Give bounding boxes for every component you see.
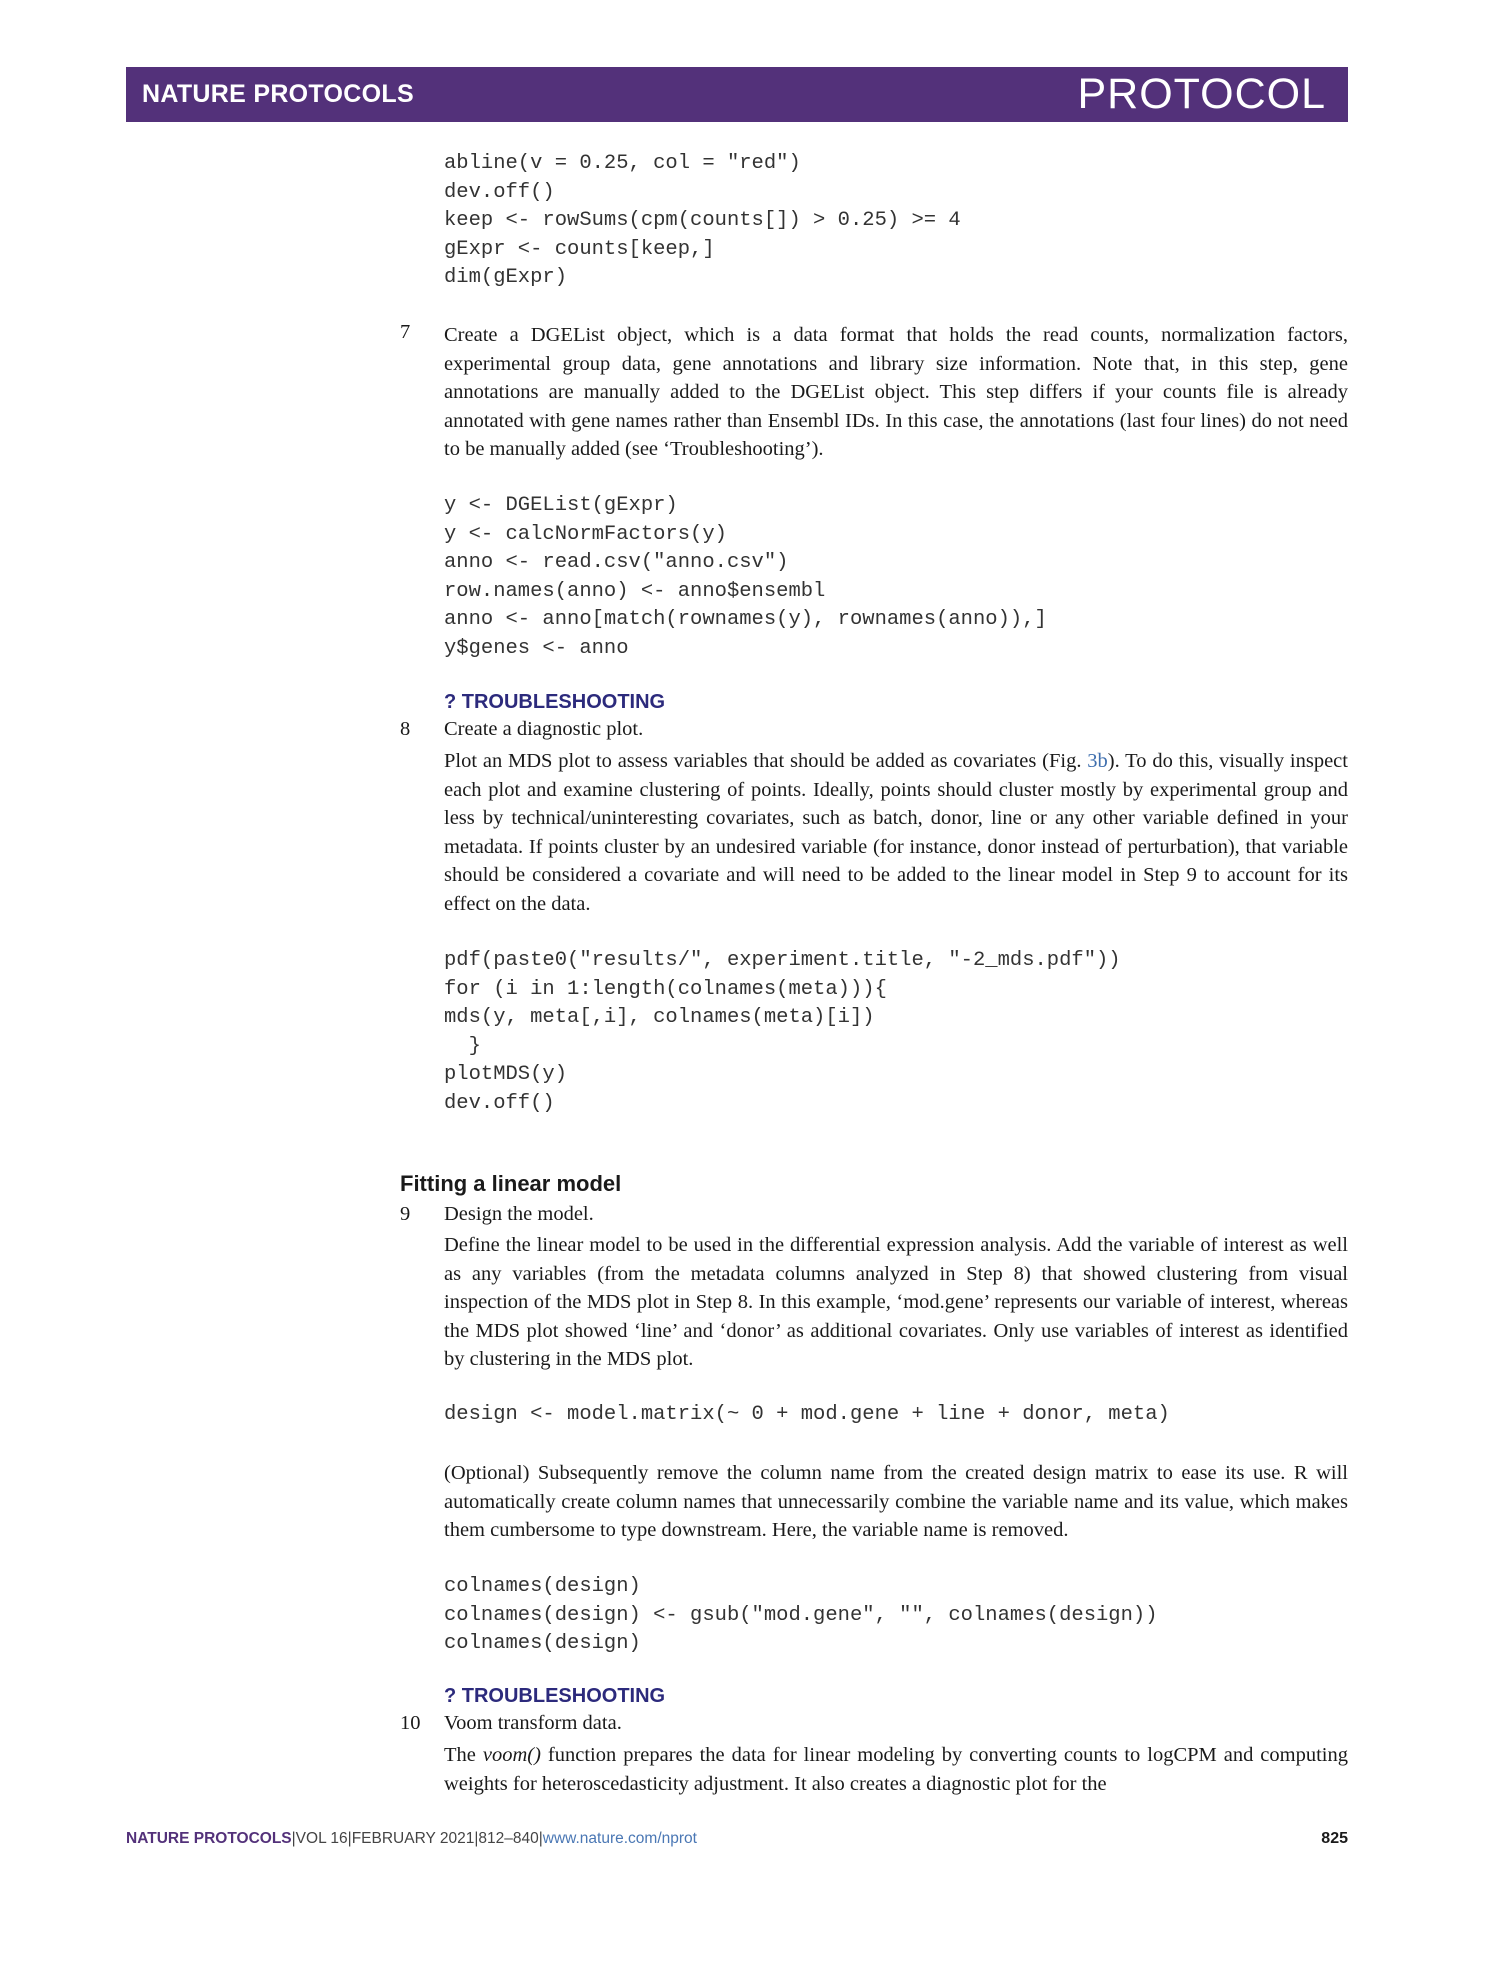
code-block-3: [444, 947, 1121, 1119]
article-type: PROTOCOL: [1077, 70, 1326, 118]
step-9-title: Design the model.: [444, 1203, 594, 1225]
code-line: pdf(paste0("results/", experiment.title, "-2_mds.pdf")): [444, 949, 1121, 972]
code-line: colnames(design): [444, 1632, 641, 1656]
step-number-8: 8: [400, 718, 411, 740]
troubleshooting-label[interactable]: ? TROUBLESHOOTING: [444, 691, 666, 713]
code-line: mds(y, meta[,i], colnames(meta)[i]): [444, 1006, 875, 1030]
code-block-2: [444, 492, 1047, 664]
footer-pages: 812–840: [478, 1830, 539, 1847]
figure-reference-link[interactable]: 3b: [1087, 750, 1108, 772]
code-line: y$genes <- anno: [444, 636, 629, 660]
step-9-text: Define the linear model to be used in the differential expression analysis. Add the variable of interest as well as any variables (from the metadata columns analyzed in Step 8) that showed clustering from visual inspection of the MDS plot in Step 8. In this example, ‘mod.gene’ represents our variable of interest, whereas the MDS plot showed ‘line’ and ‘donor’ as additional covariates. Only use variables of interest as identified by clustering in the MDS plot.: [444, 1234, 1348, 1370]
footer-date: FEBRUARY 2021: [351, 1830, 475, 1847]
section-heading: Fitting a linear model: [400, 1171, 622, 1196]
code-line: colnames(design): [444, 1575, 641, 1598]
step-10-text: The voom() function prepares the data for linear modeling by converting counts to logCPM and computing weights for heteroscedasticity adjustment. It also creates a diagnostic plot for the: [444, 1744, 1348, 1795]
code-line: }: [444, 1034, 481, 1058]
troubleshooting-label[interactable]: ? TROUBLESHOOTING: [444, 1685, 666, 1707]
code-line: keep <- rowSums(cpm(counts[]) > 0.25) >= 4: [444, 209, 961, 233]
code-line: dev.off(): [444, 180, 555, 204]
code-line: row.names(anno) <- anno$ensembl: [444, 579, 826, 603]
footer-journal: NATURE PROTOCOLS: [126, 1830, 292, 1847]
footer-volume: VOL 16: [295, 1830, 348, 1847]
code-line: dev.off(): [444, 1091, 555, 1115]
step-9-optional-text: (Optional) Subsequently remove the column name from the created design matrix to ease its use. R will automatically create column names that unnecessarily combine the variable name and its value, which makes them cumbersome to type downstream. Here, the variable name is removed.: [444, 1462, 1348, 1541]
step-8-text: Plot an MDS plot to assess variables that should be added as covariates (Fig. 3b). To do this, visually inspect each plot and examine clustering of points. Ideally, points should cluster mostly by experimental group and less by technical/uninteresting covariates, such as batch, donor, line or any other variable defined in your metadata. If points cluster by an undesired variable (for instance, donor instead of perturbation), that variable should be considered a covariate and will need to be added to the linear model in Step 9 to account for its effect on the data.: [444, 750, 1348, 915]
code-line: colnames(design) <- gsub("mod.gene", "", colnames(design)): [444, 1603, 1158, 1627]
step-10-title: Voom transform data.: [444, 1712, 622, 1734]
function-name: voom(): [482, 1744, 541, 1766]
page-number: 825: [1321, 1830, 1348, 1847]
code-line: y <- calcNormFactors(y): [444, 522, 727, 546]
step-8-title: Create a diagnostic plot.: [444, 718, 644, 740]
footer-citation: NATURE PROTOCOLS|VOL 16|FEBRUARY 2021|812–840|www.nature.com/nprot: [126, 1830, 697, 1847]
code-line: anno <- read.csv("anno.csv"): [444, 551, 789, 575]
code-line: abline(v = 0.25, col = "red"): [444, 152, 801, 175]
step-number-10: 10: [400, 1712, 421, 1734]
journal-name: NATURE PROTOCOLS: [142, 80, 414, 108]
code-line: gExpr <- counts[keep,]: [444, 237, 715, 261]
code-line: design <- model.matrix(~ 0 + mod.gene + line + donor, meta): [444, 1403, 1170, 1426]
code-block-4: [444, 1401, 1170, 1430]
code-line: plotMDS(y): [444, 1063, 568, 1087]
step-number-9: 9: [400, 1203, 411, 1225]
code-block-1: [444, 150, 961, 293]
code-line: anno <- anno[match(rownames(y), rownames(anno)),]: [444, 608, 1047, 632]
code-block-5: [444, 1573, 1158, 1659]
step-number-7: 7: [400, 321, 411, 343]
code-line: dim(gExpr): [444, 266, 568, 290]
code-line: y <- DGEList(gExpr): [444, 494, 678, 517]
footer-url-link[interactable]: www.nature.com/nprot: [542, 1830, 697, 1847]
step-7-text: Create a DGEList object, which is a data format that holds the read counts, normalization factors, experimental group data, gene annotations and library size information. Note that, in this step, gene annotations are manually added to the DGEList object. This step differs if your counts file is already annotated with gene names rather than Ensembl IDs. In this case, the annotations (last four lines) do not need to be manually added (see ‘Troubleshooting’).: [444, 324, 1348, 460]
code-line: for (i in 1:length(colnames(meta))){: [444, 977, 887, 1001]
journal-header-bar: [126, 67, 1348, 122]
